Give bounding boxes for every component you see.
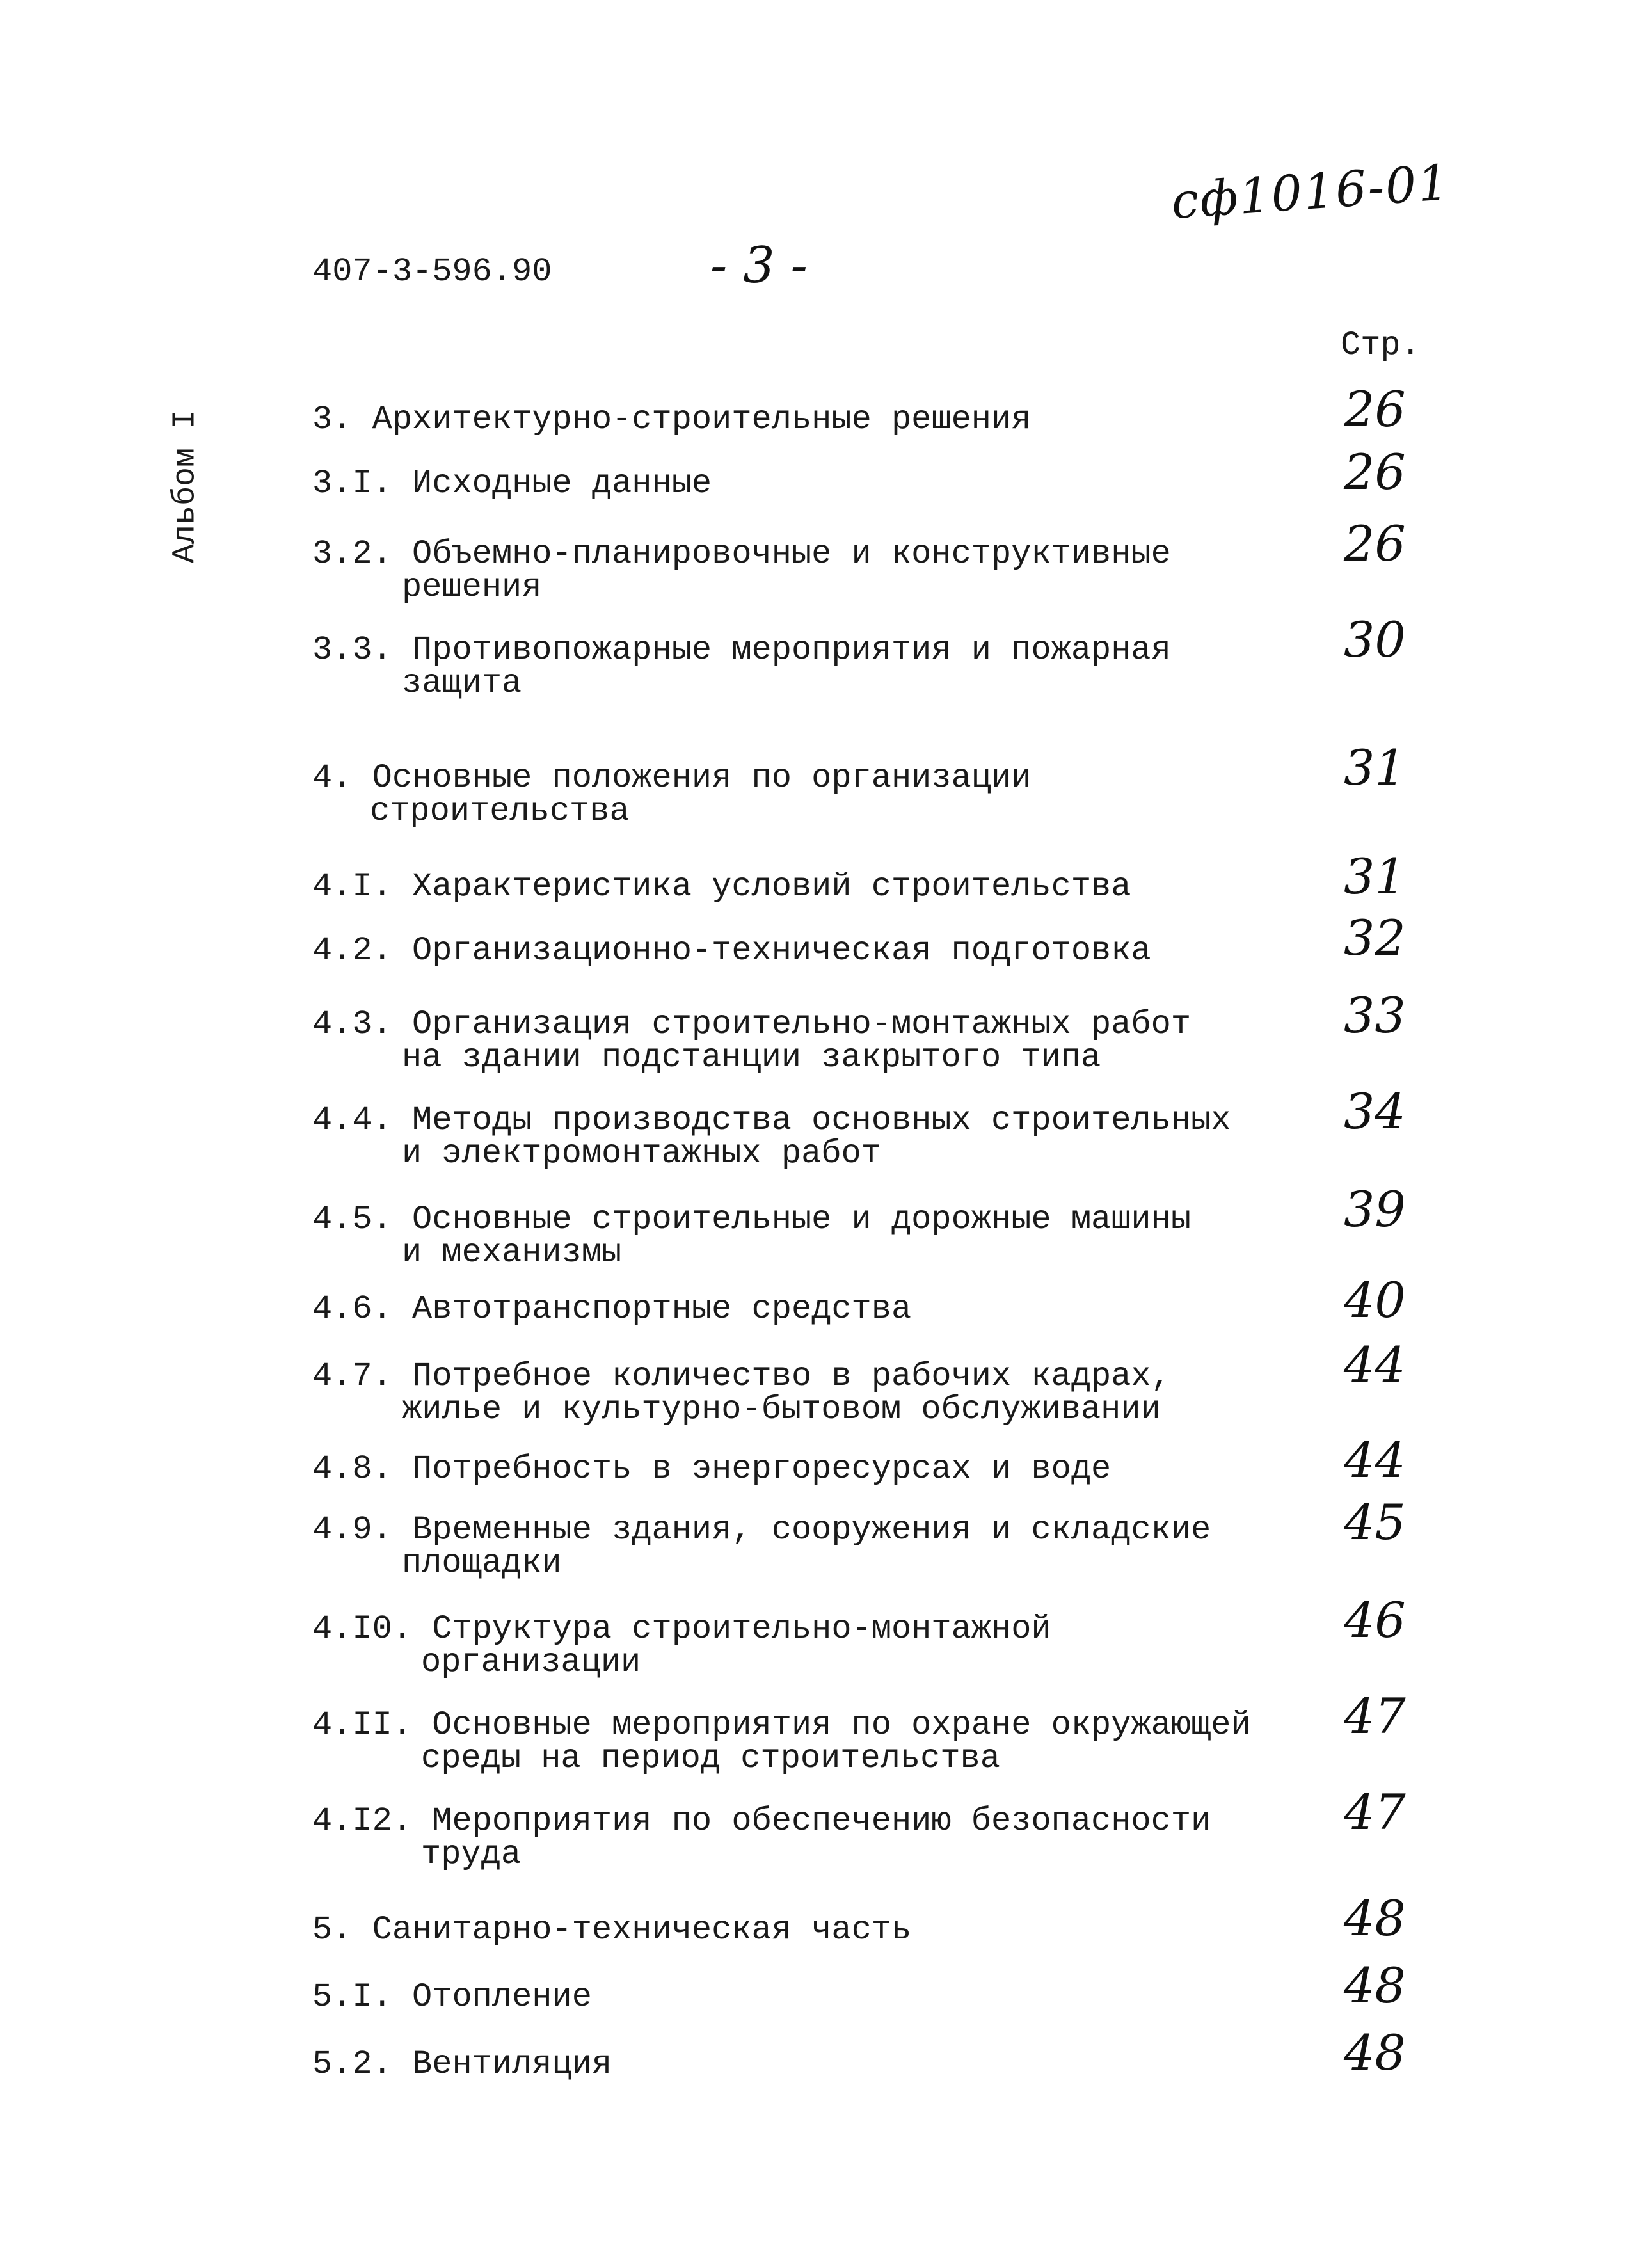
toc-page-number: 26 (1344, 443, 1406, 500)
toc-entry-text: Автотранспортные средства (412, 1290, 912, 1328)
toc-entry-title (312, 1513, 1272, 1547)
toc-entry-title (312, 1005, 1272, 1043)
toc-entry-number: 4.9. (312, 1511, 392, 1549)
toc-entry (312, 759, 1272, 830)
doc-number: 407-3-596.90 (312, 253, 552, 291)
toc-page-number: 30 (1344, 611, 1406, 668)
toc-entry-number: 3.3. (312, 631, 392, 669)
toc-entry-title (312, 1290, 1272, 1328)
toc-entry (312, 631, 1272, 702)
toc-entry-text: Потребность в энергоресурсах и воде (412, 1450, 1112, 1488)
toc-entry-text: Характеристика условий строительства (412, 868, 1131, 906)
toc-entry-number: 4.3. (312, 1005, 392, 1043)
toc-entry-title (312, 1203, 1272, 1236)
toc-entry-title (312, 2045, 1272, 2083)
toc-entry-number: 4.I. (312, 868, 392, 906)
toc-page-number: 40 (1344, 1272, 1406, 1329)
toc-entry (312, 1610, 1272, 1681)
toc-entry-number: 4.II. (312, 1706, 413, 1744)
toc-entry (312, 467, 1272, 500)
toc-entry (312, 1101, 1272, 1172)
page-column-header: Стр. (1341, 326, 1421, 364)
toc-entry (312, 1203, 1272, 1270)
toc-entry (312, 1005, 1272, 1076)
toc-entry-number: 5.I. (312, 1978, 392, 2016)
toc-entry-title (312, 631, 1272, 669)
toc-entry-text: Потребное количество в рабочих кадрах, (412, 1357, 1171, 1395)
toc-entry-number: 4.8. (312, 1450, 392, 1488)
toc-entry-text: Основные строительные и дорожные машины (412, 1201, 1192, 1238)
toc-entry-text: Архитектурно-строительные решения (372, 401, 1032, 438)
toc-entry-text: Исходные данные (412, 465, 712, 502)
toc-page-number: 26 (1344, 515, 1406, 572)
toc-page-number: 47 (1344, 1784, 1406, 1841)
toc-entry-text: Противопожарные мероприятия и пожарная (412, 631, 1171, 669)
toc-entry-number: 4.7. (312, 1357, 392, 1395)
toc-entry-continuation: защита (402, 664, 522, 702)
toc-entry-text: Вентиляция (412, 2045, 612, 2083)
toc-entry-text: Санитарно-техническая часть (372, 1911, 912, 1949)
toc-entry-title (312, 1610, 1272, 1648)
toc-entry (312, 1513, 1272, 1580)
toc-page-number: 48 (1344, 2024, 1406, 2081)
toc-entry-title (312, 1101, 1272, 1139)
toc-entry-continuation: решения (402, 568, 542, 606)
toc-entry-text: Основные мероприятия по охране окружающей (432, 1706, 1251, 1744)
toc-entry-text: Структура строительно-монтажной (432, 1610, 1051, 1648)
album-label: Альбом I (167, 409, 204, 564)
toc-entry (312, 1802, 1272, 1873)
toc-entry-title (312, 759, 1272, 797)
toc-entry-text: Объемно-планировочные и конструктивные (412, 535, 1171, 573)
toc-entry-text: Организация строительно-монтажных работ (412, 1005, 1192, 1043)
toc-entry (312, 934, 1272, 968)
toc-entry-continuation: среды на период строительства (421, 1739, 1000, 1777)
toc-page-number: 44 (1344, 1432, 1406, 1489)
toc-entry (312, 1913, 1272, 1947)
toc-page-number: 33 (1344, 987, 1406, 1044)
toc-entry-number: 4.6. (312, 1290, 392, 1328)
archive-code: сф1016-01 (1169, 153, 1452, 230)
toc-entry (312, 1290, 1272, 1328)
toc-entry-continuation: строительства (370, 792, 630, 830)
toc-entry-number: 4.I0. (312, 1610, 413, 1648)
toc-entry-title (312, 403, 1272, 436)
toc-page-number: 47 (1344, 1688, 1406, 1745)
toc-entry-title (312, 467, 1272, 500)
toc-entry-number: 3.2. (312, 535, 392, 573)
toc-entry-title (312, 1802, 1272, 1840)
toc-page-number: 32 (1344, 909, 1406, 966)
toc-entry (312, 870, 1272, 904)
toc-page-number: 31 (1344, 739, 1406, 796)
toc-entry-number: 4.2. (312, 932, 392, 970)
toc-entry-continuation: на здании подстанции закрытого типа (402, 1039, 1101, 1076)
toc-entry-title (312, 870, 1272, 904)
toc-entry-title (312, 1706, 1272, 1744)
toc-entry-continuation: организации (421, 1643, 641, 1681)
toc-entry-number: 5. (312, 1911, 353, 1949)
toc-entry-title (312, 934, 1272, 968)
toc-page-number: 44 (1344, 1336, 1406, 1393)
toc-entry-number: 4.5. (312, 1201, 392, 1238)
toc-entry-text: Мероприятия по обеспечению безопасности (432, 1802, 1211, 1840)
toc-entry-title (312, 1450, 1272, 1488)
toc-page-number: 34 (1344, 1083, 1406, 1140)
toc-entry (312, 535, 1272, 606)
toc-entry-number: 4.4. (312, 1101, 392, 1139)
toc-entry-text: Методы производства основных строительных (412, 1101, 1231, 1139)
toc-entry-continuation: и механизмы (402, 1234, 622, 1272)
toc-entry (312, 1450, 1272, 1488)
toc-entry-title (312, 1978, 1272, 2016)
toc-entry-continuation: и электромонтажных работ (402, 1135, 881, 1172)
toc-entry-number: 4. (312, 759, 353, 797)
toc-entry-number: 5.2. (312, 2045, 392, 2083)
toc-entry (312, 403, 1272, 436)
toc-entry-number: 3. (312, 401, 353, 438)
toc-entry (312, 1706, 1272, 1777)
toc-entry (312, 2045, 1272, 2083)
toc-entry-title (312, 535, 1272, 573)
toc-page-number: 39 (1344, 1181, 1406, 1238)
toc-entry-number: 4.I2. (312, 1802, 413, 1840)
toc-entry (312, 1978, 1272, 2016)
toc-entry-text: Основные положения по организации (372, 759, 1032, 797)
page-number: - 3 - (710, 237, 808, 294)
toc-entry (312, 1357, 1272, 1428)
toc-entry-number: 3.I. (312, 465, 392, 502)
toc-entry-text: Временные здания, сооружения и складские (412, 1511, 1211, 1549)
toc-page-number: 48 (1344, 1957, 1406, 2014)
toc-entry-continuation: жилье и культурно-бытовом обслуживании (402, 1391, 1161, 1428)
toc-page-number: 48 (1344, 1890, 1406, 1947)
toc-page-number: 26 (1344, 381, 1406, 438)
toc-entry-title (312, 1913, 1272, 1947)
toc-entry-title (312, 1357, 1272, 1395)
toc-page-number: 45 (1344, 1494, 1406, 1551)
toc-entry-text: Отопление (412, 1978, 592, 2016)
toc-page-number: 31 (1344, 848, 1406, 905)
toc-entry-text: Организационно-техническая подготовка (412, 932, 1151, 970)
toc-page-number: 46 (1344, 1592, 1406, 1649)
toc-entry-continuation: площадки (402, 1544, 562, 1582)
toc-entry-continuation: труда (421, 1835, 522, 1873)
